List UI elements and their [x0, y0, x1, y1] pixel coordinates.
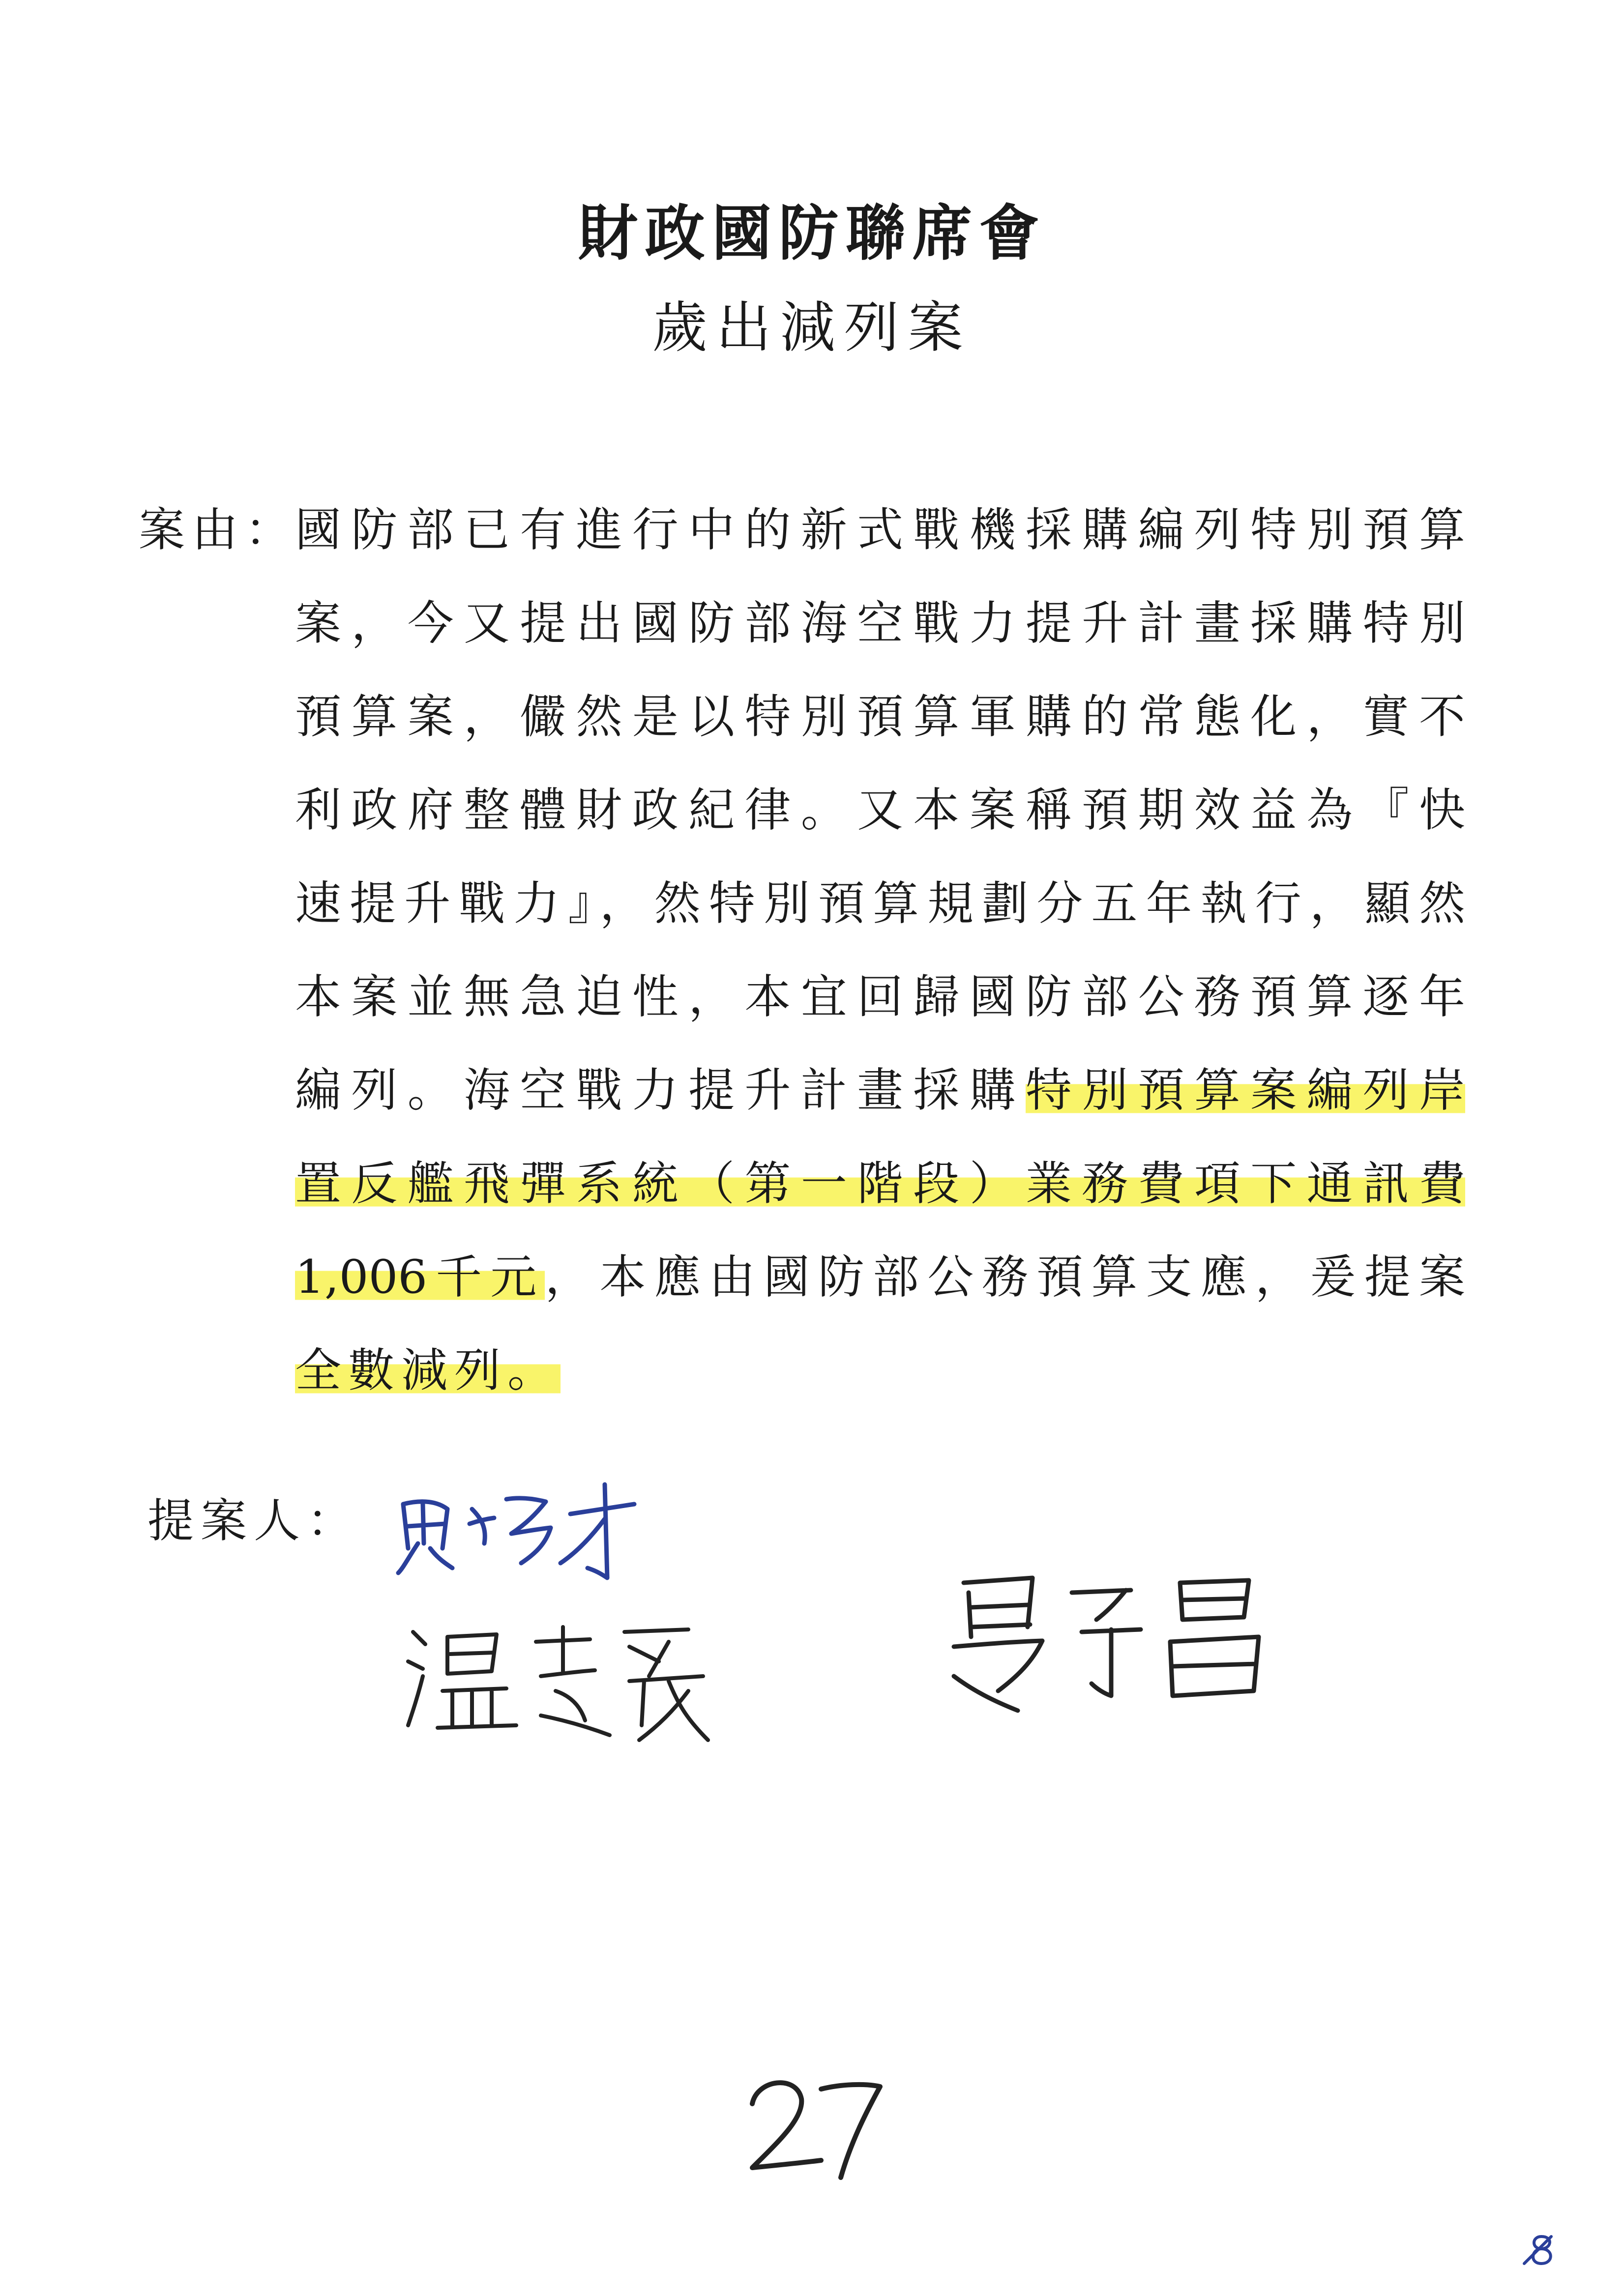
reason-line-8	[295, 1137, 1465, 1231]
signature-3	[934, 1563, 1288, 1730]
reason-label: 案由：	[139, 503, 298, 557]
page-title: 財政國防聯席會	[578, 199, 1046, 268]
proposer-label: 提案人：	[148, 1494, 360, 1548]
reason-line-6: 本案並無急迫性，本宜回歸國防部公務預算逐年	[295, 970, 1465, 1024]
page-number-handwritten	[738, 2060, 895, 2187]
reason-line-5: 速提升戰力』，然特別預算規劃分五年執行，顯然	[295, 877, 1465, 930]
reason-line-4: 利政府整體財政紀律。又本案稱預期效益為『快	[295, 784, 1465, 837]
signature-1	[388, 1475, 654, 1588]
corner-mark-handwritten	[1514, 2222, 1568, 2276]
reason-line-8-highlight: 置反艦飛彈系統（第一階段）業務費項下通訊費	[295, 1157, 1465, 1211]
reason-line-7-highlight: 特別預算案編列岸	[1025, 1064, 1465, 1117]
reason-line-1: 國防部已有進行中的新式戰機採購編列特別預算	[295, 503, 1465, 557]
reason-line-9	[295, 1231, 1465, 1324]
reason-line-10	[295, 1324, 1465, 1418]
reason-line-9-plain: ，本應由國防部公務預算支應，爰提案	[545, 1250, 1465, 1304]
reason-line-7-plain: 編列。海空戰力提升計畫採購	[295, 1064, 1026, 1117]
reason-line-3: 預算案，儼然是以特別預算軍購的常態化，實不	[295, 690, 1465, 744]
reason-line-9-highlight: 1,006千元	[295, 1250, 545, 1304]
reason-line-10-highlight: 全數減列。	[295, 1344, 561, 1397]
reason-line-2: 案，今又提出國防部海空戰力提升計畫採購特別	[295, 597, 1465, 650]
signature-2	[393, 1612, 728, 1750]
reason-line-7	[295, 1044, 1465, 1137]
page-subtitle: 歲出減列案	[652, 296, 972, 360]
